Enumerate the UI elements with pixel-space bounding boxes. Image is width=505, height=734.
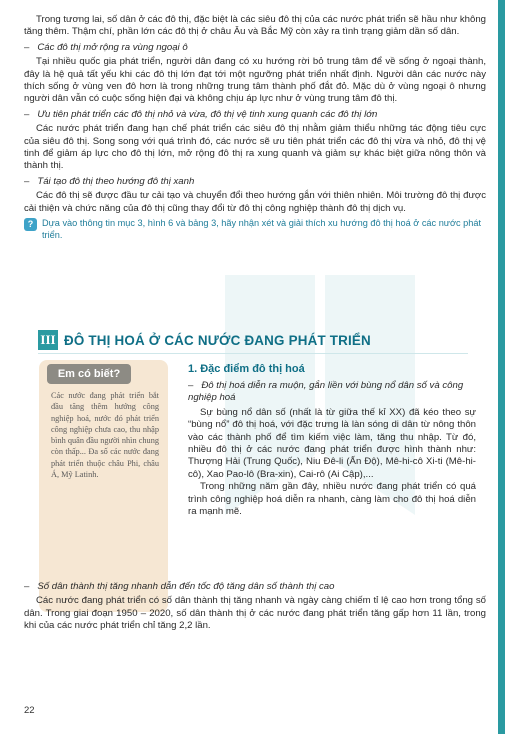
paragraph: Trong tương lai, số dân ở các đô thị, đặc biệt là các siêu đô thị của các nước phát triển sẽ hầu như không tăng thêm. Thậm chí, phần lớn các đô thị ở châu Âu và Bắc Mỹ còn xảy ra tình trạng giảm dần số dân. <box>24 14 486 38</box>
section-heading <box>38 328 468 352</box>
paragraph: Trong những năm gần đây, nhiều nước đang phát triển có quá trình công nghiệp hoá diễn ra nhanh, càng làm cho đô thị hoá diễn ra mạnh mẽ. <box>188 481 476 518</box>
question-icon: ? <box>24 218 37 231</box>
did-you-know-title: Em có biết? <box>47 364 131 384</box>
section-title: ĐÔ THỊ HOÁ Ở CÁC NƯỚC ĐANG PHÁT TRIỂN <box>64 332 371 348</box>
paragraph: Các nước phát triển đang hạn chế phát triển các siêu đô thị nhằm giảm thiểu những tác động tiêu cực của siêu đô thị. Song song với quá trình đó, các nước sẽ ưu tiên phát triển các đô thị vừa và nhỏ, đô thị vệ tinh để giảm áp lực cho đô thị lớn, mở rộng đô thị ra xung quanh và giảm sự khác biệt giữa nông thôn và thành thị. <box>24 123 486 172</box>
section-number: III <box>38 330 58 350</box>
top-content <box>24 14 486 241</box>
subsection-title: 1. Đặc điểm đô thị hoá <box>188 363 305 375</box>
section-divider <box>38 353 468 354</box>
question-block <box>24 218 486 241</box>
paragraph: Tại nhiều quốc gia phát triển, người dân đang có xu hướng rời bỏ trung tâm để về sống ở ngoại thành, đây là hệ quả tất yếu khi các đô thị lớn đạt tới một ngưỡng phát triển nhất định. Người dân các nước này thích sống ở vùng ven đô hơn là trong những trung tâm thành phố đắt đỏ. Mặc dù ở vùng ngoại ô nhưng người dân vẫn có cuộc sống hiện đại và không chịu áp lực như ở vùng trung tâm đô thị. <box>24 56 486 105</box>
question-text: Dựa vào thông tin mục 3, hình 6 và bảng 3, hãy nhận xét và giải thích xu hướng đô thị hoá ở các nước phát triển. <box>42 218 482 240</box>
paragraph: Sự bùng nổ dân số (nhất là từ giữa thế kỉ XX) đã kéo theo sự “bùng nổ” đô thị hoá, với đặc trưng là làn sóng di dân từ nông thôn vào các thành phố để tìm kiếm việc làm, tăng thu nhập. Từ đó, nhiều đô thị ở các nước đang phát triển được hình thành như: Thượng Hải (Trung Quốc), Niu Đê-li (Ấn Độ), Mê-hi-cô Xi-ti (Mê-hi-cô), Xao Pao-lô (Bra-xin), Cai-rô (Ai Cập),... <box>188 406 476 480</box>
right-column <box>188 362 476 518</box>
subheading: – Ưu tiên phát triển các đô thị nhỏ và vừa, đô thị vệ tinh xung quanh các đô thị lớn <box>24 108 378 120</box>
page-number: 22 <box>24 705 35 716</box>
did-you-know-text: Các nước đang phát triển bắt đầu tăng thêm hướng công nghiệp hoá, nước đó phát triển công nghiệp chưa cao, thu nhập bình quân đầu người nhìn chung còn thấp... Đa số các nước đang phát triển thuộc châu Phi, châu Á, Mỹ Latinh. <box>51 391 159 480</box>
subheading: – Các đô thị mở rộng ra vùng ngoại ô <box>24 41 188 53</box>
bottom-content <box>24 578 486 633</box>
subheading: – Số dân thành thị tăng nhanh dẫn đến tốc độ tăng dân số thành thị cao <box>24 581 335 592</box>
subheading: – Tái tạo đô thị theo hướng đô thị xanh <box>24 175 195 187</box>
paragraph: Các nước đang phát triển có số dân thành thị tăng nhanh và ngày càng chiếm tỉ lệ cao hơn trong tổng số dân. Trong giai đoạn 1950 – 2020, số dân thành thị ở các nước đang phát triển tăng gấp hơn 11 lần, trong khi của các nước phát triển chỉ tăng 2,2 lần. <box>24 595 486 632</box>
subheading: – Đô thị hoá diễn ra muộn, gắn liền với bùng nổ dân số và công nghiệp hoá <box>188 380 464 404</box>
paragraph: Các đô thị sẽ được đầu tư cải tạo và chuyển đổi theo hướng gắn với thiên nhiên. Môi trường đô thị được cải thiện và chức năng của đô thị cũng thay đổi từ đô thị công nghiệp thành đô thị dịch vụ. <box>24 190 486 214</box>
page-edge-strip <box>498 0 505 734</box>
did-you-know-box <box>39 360 168 612</box>
